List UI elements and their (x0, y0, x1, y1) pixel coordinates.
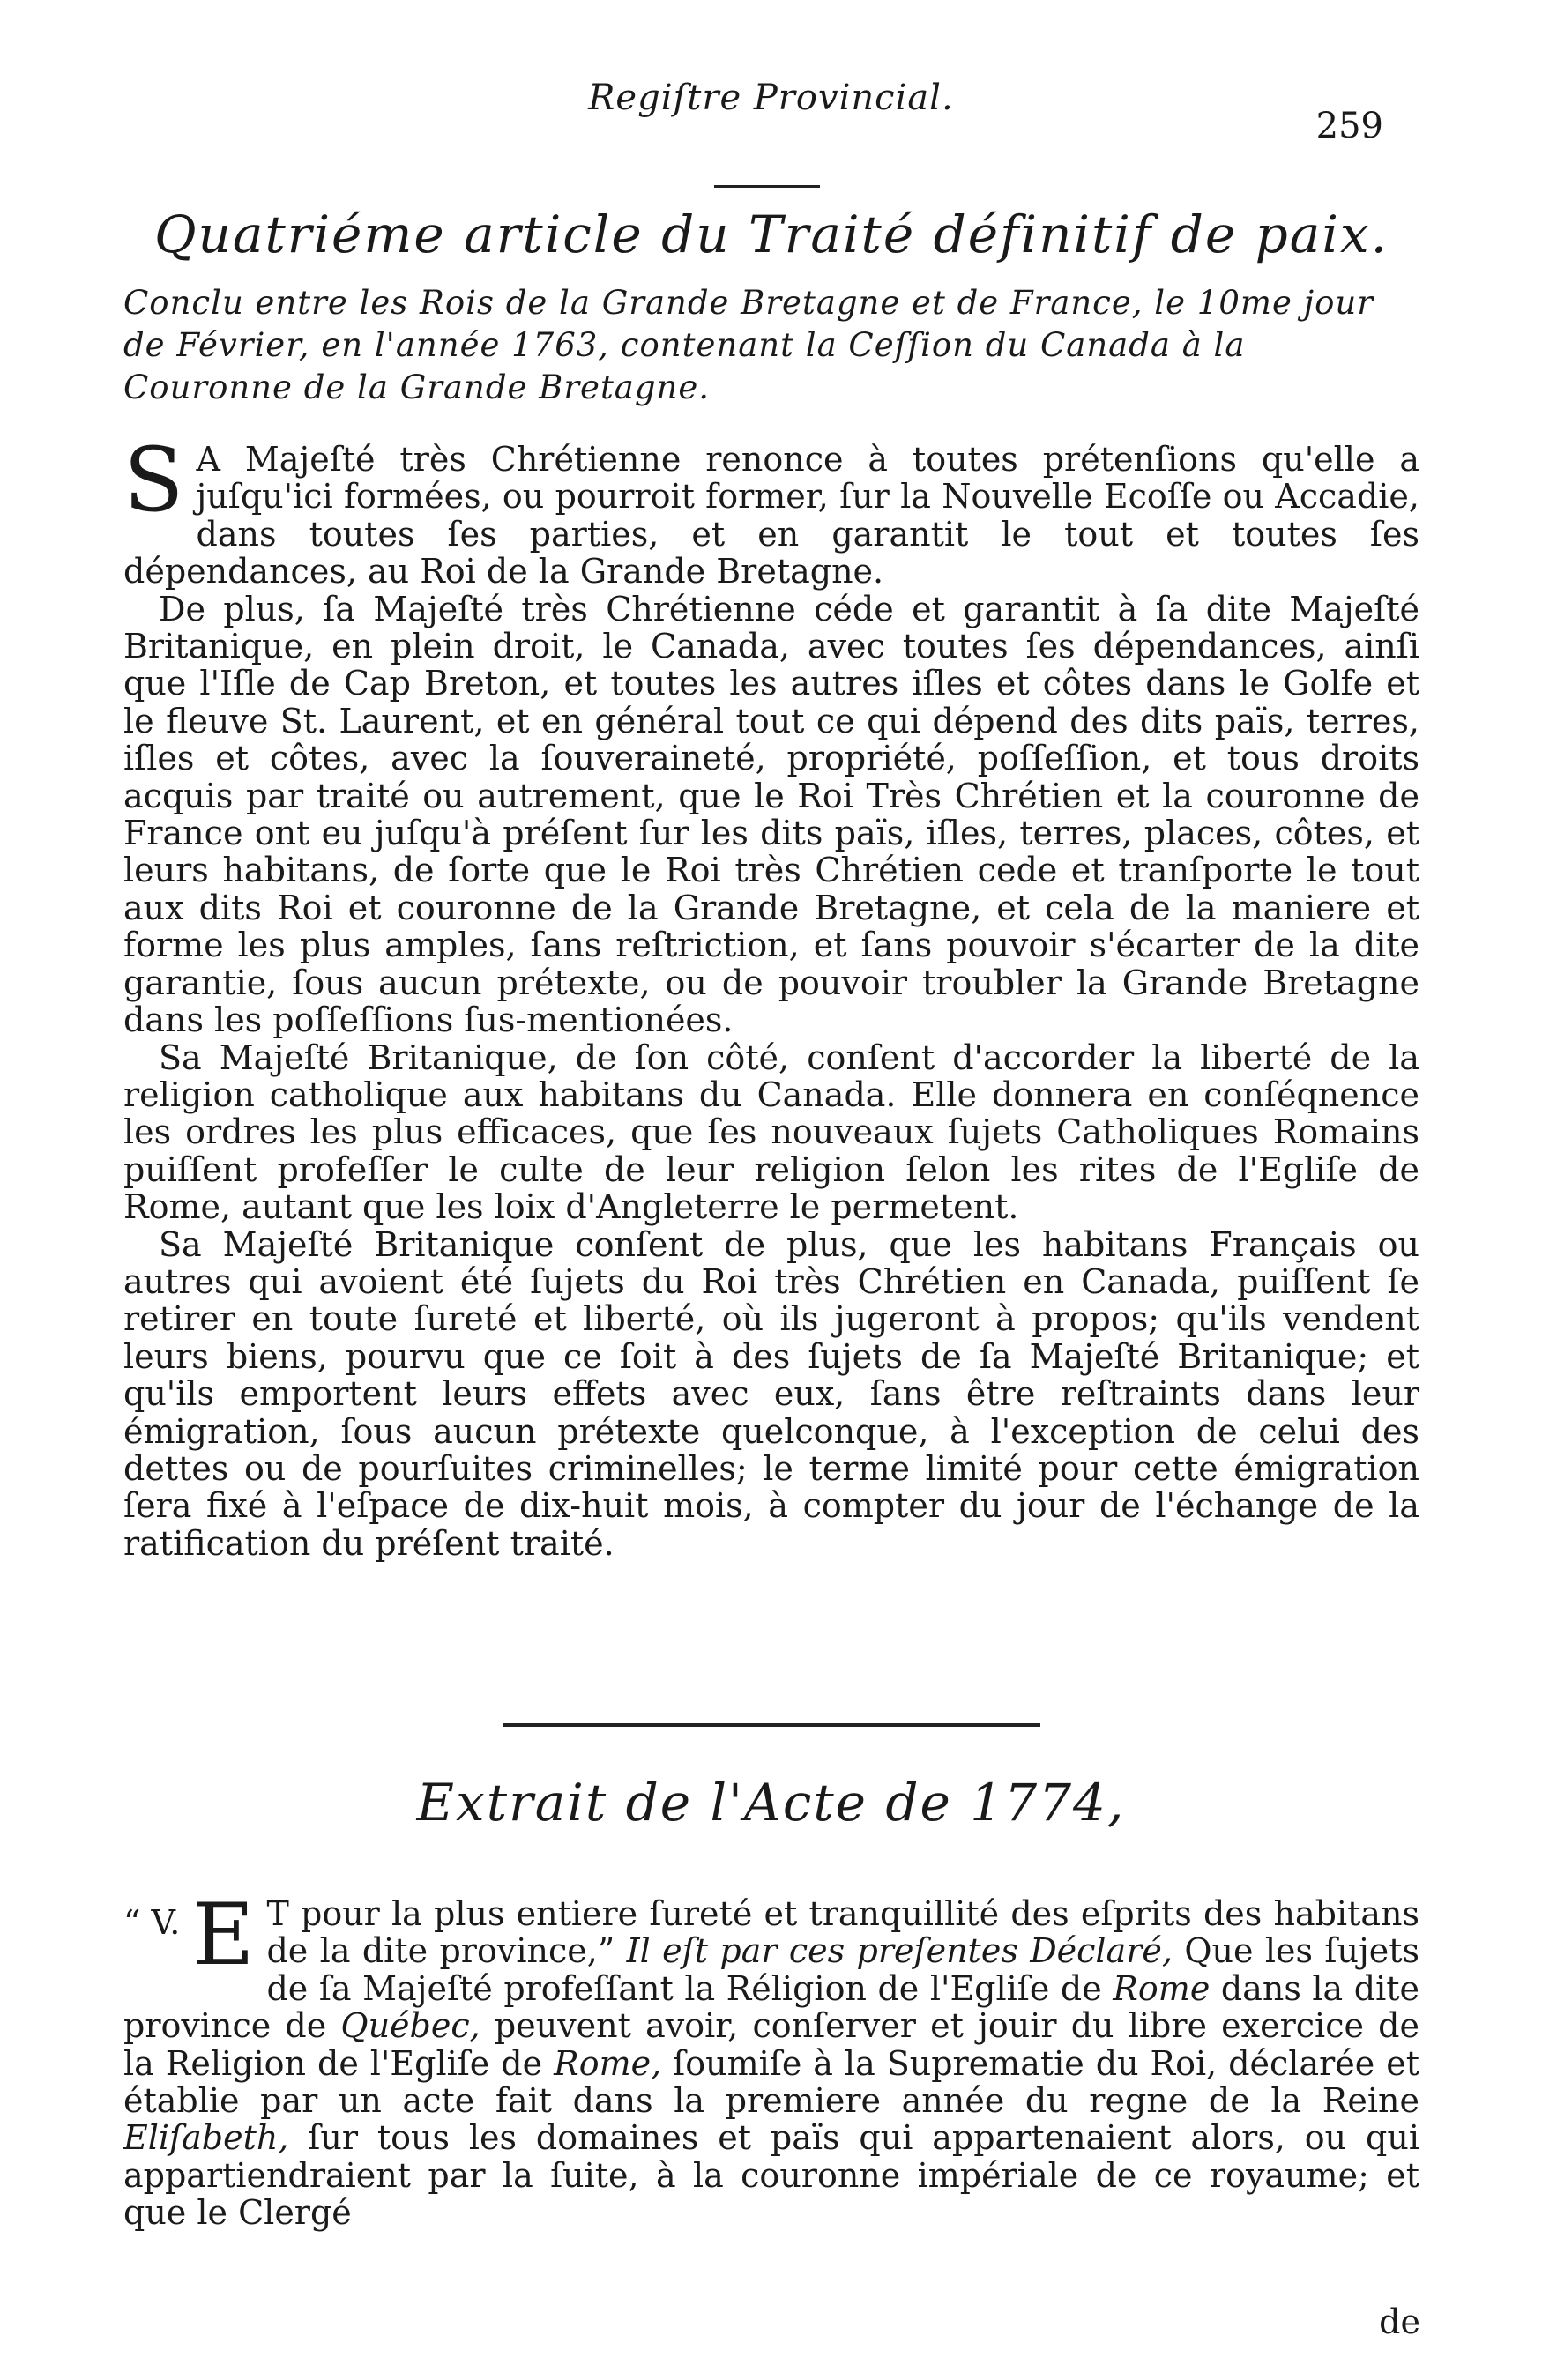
extract-text-g: ſur tous les domaines et païs qui appartenaient alors, ou qui appartiendraient par la ſuite, à la couronne impériale de ce royaume; et que le Clergé (123, 2118, 1419, 2233)
section-divider (503, 1723, 1040, 1727)
extract-text-b: Il eſt par ces preſentes Déclaré, (626, 1931, 1173, 1971)
article-mark: “ V. (123, 1903, 181, 1942)
section-subtitle: Conclu entre les Rois de la Grande Bretagne et de France, le 10me jour de Février, en l'année 1763, contenant la Ceſſion du Canada à la Couronne de la Grande Bretagne. (123, 284, 1374, 406)
drop-cap: S (123, 428, 184, 532)
paragraph-text: A Majeſté très Chrétienne renonce à toutes prétenſions qu'elle a juſqu'ici formées, ou pourroit former, ſur la Nouvelle Ecoſſe ou Accadie, dans toutes ſes parties, et en garantit le tout et toutes ſes dépendances, au Roi de la Grande Bretagne. (123, 440, 1419, 591)
running-head: Regiſtre Provincial. (588, 78, 954, 118)
treaty-paragraph-2: De plus, ſa Majeſté très Chrétienne céde et garantit à ſa dite Majeſté Britanique, en plein droit, le Canada, avec toutes ſes dépendances, ainſi que l'Iſle de Cap Breton, et toutes les autres iſles et côtes dans le Golfe et le fleuve St. Laurent, et en général tout ce qui dépend des dits païs, terres, iſles et côtes, avec la ſouveraineté, propriété, poſſeſſion, et tous droits acquis par traité ou autrement, que le Roi Très Chrétien et la couronne de France ont eu juſqu'à préſent ſur les dits païs, iſles, terres, places, côtes, et leurs habitans, de ſorte que le Roi très Chrétien cede et tranſporte le tout aux dits Roi et couronne de la Grande Bretagne, et cela de la maniere et forme les plus amples, ſans reſtriction, et ſans pouvoir s'écarter de la dite garantie, ſous aucun prétexte, ou de pouvoir troubler la Grande Bretagne dans les poſſeſſions ſus-mentionées. (123, 589, 1419, 1040)
extract-text-c: Que les ſujets de ſa Majeſté profeſſant la Réligion de l'Egliſe de (266, 1931, 1419, 2008)
extract-text (123, 1885, 1419, 2233)
header-rule (714, 185, 820, 188)
extract-title: Extrait de l'Acte de 1774, (416, 1773, 1126, 1833)
extract-rome-2: Rome, (554, 2043, 662, 2083)
catchword: de (1379, 2302, 1420, 2341)
drop-cap: E (192, 1885, 255, 1984)
extract-paragraph (123, 1885, 1419, 2233)
treaty-paragraph-1 (123, 428, 1419, 591)
extract-elisabeth: Eliſabeth, (123, 2118, 289, 2158)
extract-text-f: ſoumiſe à la Suprematie du Roi, déclarée et établie par un acte fait dans la premiere année du regne de la Reine (123, 2043, 1419, 2121)
extract-text-a: T pour la plus entiere ſureté et tranquillité des eſprits des habitans de la dite province,” (266, 1894, 1419, 1971)
treaty-text (123, 428, 1419, 1563)
page-number: 259 (1315, 106, 1383, 146)
treaty-paragraph-4: Sa Majeſté Britanique conſent de plus, que les habitans Français ou autres qui avoient été ſujets du Roi très Chrétien en Canada, puiſſent ſe retirer en toute ſureté et liberté, où ils jugeront à propos; qu'ils vendent leurs biens, pourvu que ce ſoit à des ſujets de ſa Majeſté Britanique; et qu'ils emportent leurs effets avec eux, ſans être reſtraints dans leur émigration, ſous aucun prétexte quelconque, à l'exception de celui des dettes ou de pourſuites criminelles; le terme limité pour cette émigration ſera fixé à l'eſpace de dix-huit mois, à compter du jour de l'échange de la ratification du préſent traité. (123, 1224, 1419, 1563)
extract-text-d: dans la dite province de (123, 1968, 1419, 2046)
extract-text-e: peuvent avoir, conſerver et jouir du libre exercice de la Religion de l'Egliſe de (123, 2006, 1419, 2083)
treaty-paragraph-3: Sa Majeſté Britanique, de ſon côté, conſent d'accorder la liberté de la religion catholique aux habitans du Canada. Elle donnera en conſéqnence les ordres les plus efficaces, que ſes nouveaux ſujets Catholiques Romains puiſſent profeſſer le culte de leur religion ſelon les rites de l'Egliſe de Rome, autant que les loix d'Angleterre le permetent. (123, 1038, 1419, 1227)
section-title: Quatriéme article du Traité définitif de paix. (153, 205, 1389, 264)
extract-quebec: Québec, (340, 2006, 480, 2046)
extract-rome-1: Rome (1113, 1968, 1211, 2008)
